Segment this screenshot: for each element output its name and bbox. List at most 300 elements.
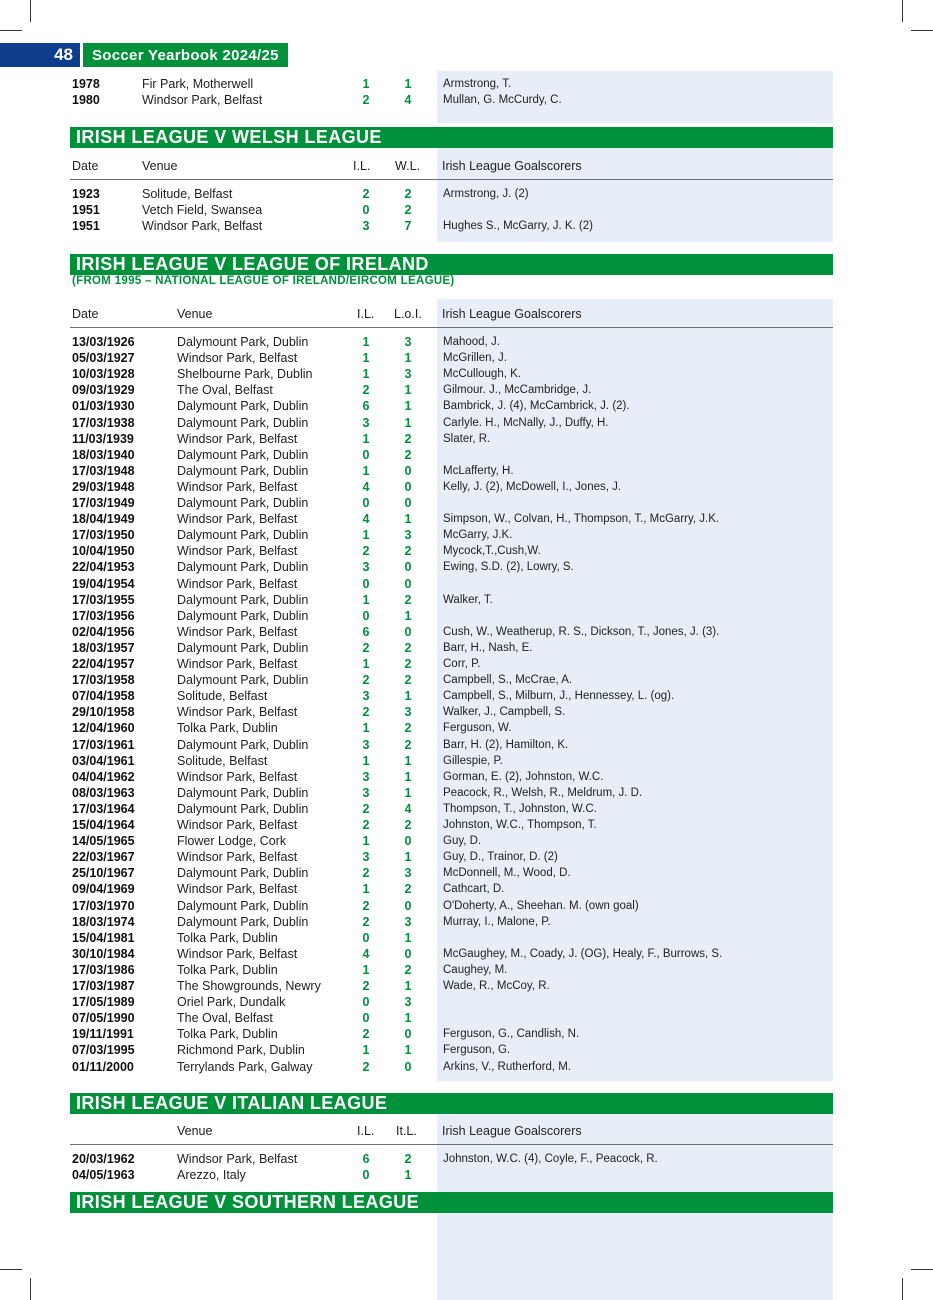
opponent-score: 1 — [404, 850, 412, 865]
col-header-venue: Venue — [142, 159, 178, 173]
match-venue: Dalymount Park, Dublin — [177, 608, 309, 623]
match-venue: Oriel Park, Dundalk — [177, 995, 286, 1010]
opponent-score: 1 — [404, 769, 412, 784]
match-date: 10/04/1950 — [72, 544, 135, 559]
goalscorers: Slater, R. — [443, 432, 491, 445]
goalscorers: Kelly, J. (2), McDowell, I., Jones, J. — [443, 480, 622, 493]
table-row — [0, 463, 933, 479]
goalscorers: Simpson, W., Colvan, H., Thompson, T., McGarry, J.K. — [443, 513, 720, 526]
goalscorers: Campbell, S., Milburn, J., Hennessey, L. (og). — [443, 690, 675, 703]
match-venue: Solitude, Belfast — [177, 689, 268, 704]
match-venue: Dalymount Park, Dublin — [177, 898, 309, 913]
publication-title: Soccer Yearbook 2024/25 — [83, 43, 288, 67]
table-row — [0, 366, 933, 382]
table-row — [0, 801, 933, 817]
goalscorers: Mycock,T.,Cush,W. — [443, 545, 541, 558]
table-row — [0, 608, 933, 624]
goalscorers: Barr, H. (2), Hamilton, K. — [443, 738, 569, 751]
match-venue: Windsor Park, Belfast — [177, 479, 298, 494]
irish-league-score: 4 — [362, 946, 370, 961]
match-venue: The Showgrounds, Newry — [177, 979, 321, 993]
goalscorers: Guy, D., Trainor, D. (2) — [443, 851, 558, 864]
match-venue: Tolka Park, Dublin — [177, 930, 278, 945]
match-date: 18/03/1940 — [72, 447, 135, 462]
match-date: 29/10/1958 — [72, 705, 135, 720]
table-row — [0, 656, 933, 672]
goalscorers: McGrillen, J. — [443, 352, 507, 365]
irish-league-score: 1 — [362, 77, 370, 91]
opponent-score: 2 — [404, 447, 412, 462]
irish-league-score: 3 — [362, 415, 370, 430]
table-row — [0, 479, 933, 495]
match-venue: Tolka Park, Dublin — [177, 1027, 278, 1042]
match-venue: Dalymount Park, Dublin — [177, 560, 309, 575]
match-date: 17/03/1958 — [72, 673, 135, 688]
match-date: 17/03/1955 — [72, 592, 135, 607]
col-header-scorers: Irish League Goalscorers — [442, 1124, 582, 1138]
goalscorers: Armstrong, T. — [443, 78, 512, 90]
table-row — [0, 543, 933, 559]
goalscorers: Ferguson, W. — [443, 722, 512, 735]
match-date: 19/11/1991 — [72, 1027, 134, 1042]
opponent-score: 0 — [404, 560, 412, 575]
match-venue: Windsor Park, Belfast — [177, 576, 298, 591]
table-row — [0, 334, 933, 350]
irish-league-score: 1 — [362, 335, 370, 349]
opponent-score: 0 — [404, 576, 412, 591]
table-row — [0, 1042, 933, 1058]
table-row — [0, 1059, 933, 1075]
match-date: 13/03/1926 — [72, 335, 135, 349]
match-date: 15/04/1981 — [72, 930, 135, 945]
goalscorers: Gorman, E. (2), Johnston, W.C. — [443, 770, 604, 783]
goalscorers: Guy, D. — [443, 835, 482, 848]
opponent-score: 0 — [404, 479, 412, 494]
opponent-score: 1 — [404, 1043, 412, 1058]
goalscorers: Wade, R., McCoy, R. — [443, 980, 550, 992]
section-subtitle-loi: (FROM 1995 – NATIONAL LEAGUE OF IRELAND/EIRCOM LEAGUE) — [72, 275, 455, 287]
irish-league-score: 2 — [362, 673, 370, 688]
goalscorers: Ewing, S.D. (2), Lowry, S. — [443, 561, 574, 574]
col-header-scorers: Irish League Goalscorers — [442, 159, 582, 173]
opponent-score: 1 — [404, 979, 412, 993]
irish-league-score: 6 — [362, 1152, 370, 1166]
irish-league-score: 0 — [362, 496, 370, 510]
opponent-score: 1 — [404, 785, 412, 800]
col-header-wl: W.L. — [395, 159, 421, 173]
opponent-score: 1 — [404, 77, 412, 91]
col-header-il: I.L. — [353, 159, 371, 173]
match-venue: Windsor Park, Belfast — [177, 705, 298, 720]
match-venue: Windsor Park, Belfast — [177, 946, 298, 961]
match-date: 07/04/1958 — [72, 689, 135, 704]
match-venue: Shelbourne Park, Dublin — [177, 367, 313, 382]
match-venue: Flower Lodge, Cork — [177, 834, 287, 849]
opponent-score: 1 — [404, 383, 412, 398]
opponent-score: 2 — [404, 657, 412, 671]
irish-league-score: 1 — [362, 592, 370, 607]
match-date: 08/03/1963 — [72, 785, 135, 800]
table-row — [0, 704, 933, 720]
irish-league-score: 3 — [362, 689, 370, 704]
goalscorers: Murray, I., Malone, P. — [443, 915, 551, 928]
match-date: 17/03/1961 — [72, 737, 135, 752]
irish-league-score: 0 — [362, 1011, 370, 1026]
irish-league-score: 1 — [362, 834, 370, 849]
col-header-venue: Venue — [177, 307, 213, 321]
irish-league-score: 0 — [362, 1168, 370, 1183]
opponent-score: 7 — [404, 219, 412, 234]
goalscorers: Ferguson, G., Candlish, N. — [443, 1028, 580, 1041]
goalscorers: Caughey, M. — [443, 963, 508, 976]
goalscorers: Walker, J., Campbell, S. — [443, 706, 566, 719]
match-date: 1980 — [72, 93, 100, 108]
table-row — [0, 737, 933, 753]
match-date: 22/04/1957 — [72, 657, 135, 671]
match-venue: Windsor Park, Belfast — [142, 219, 263, 234]
opponent-score: 1 — [404, 415, 412, 430]
table-row — [0, 688, 933, 704]
irish-league-score: 2 — [362, 544, 370, 559]
match-date: 07/05/1990 — [72, 1011, 135, 1026]
irish-league-score: 1 — [362, 351, 370, 366]
opponent-score: 2 — [404, 592, 412, 607]
match-date: 15/04/1964 — [72, 818, 135, 832]
opponent-score: 1 — [404, 399, 412, 414]
match-date: 18/03/1957 — [72, 640, 135, 655]
irish-league-score: 4 — [362, 512, 370, 527]
match-venue: Windsor Park, Belfast — [177, 657, 298, 671]
table-row — [0, 1010, 933, 1026]
opponent-score: 2 — [404, 737, 412, 752]
irish-league-score: 2 — [362, 187, 370, 201]
match-venue: Dalymount Park, Dublin — [177, 866, 309, 881]
table-row — [0, 833, 933, 849]
header-rule — [70, 327, 833, 328]
match-venue: Vetch Field, Swansea — [142, 203, 263, 218]
goalscorers: Bambrick, J. (4), McCambrick, J. (2). — [443, 400, 630, 413]
match-venue: Terrylands Park, Galway — [177, 1059, 313, 1074]
match-venue: Dalymount Park, Dublin — [177, 592, 309, 607]
match-venue: Dalymount Park, Dublin — [177, 801, 309, 816]
section-banner-italian: IRISH LEAGUE V ITALIAN LEAGUE — [70, 1093, 833, 1114]
table-row — [0, 930, 933, 946]
opponent-score: 3 — [404, 866, 412, 881]
match-venue: Windsor Park, Belfast — [177, 544, 298, 559]
goalscorers: Cathcart, D. — [443, 883, 505, 896]
irish-league-score: 2 — [362, 979, 370, 993]
match-date: 30/10/1984 — [72, 946, 135, 961]
goalscorers: McCullough, K. — [443, 368, 521, 381]
irish-league-score: 2 — [362, 914, 370, 929]
opponent-score: 1 — [404, 753, 412, 768]
table-row — [0, 785, 933, 801]
match-venue: Dalymount Park, Dublin — [177, 640, 309, 655]
match-date: 07/03/1995 — [72, 1043, 135, 1058]
match-date: 05/03/1927 — [72, 351, 135, 366]
match-venue: Dalymount Park, Dublin — [177, 914, 309, 929]
match-date: 17/05/1989 — [72, 995, 135, 1010]
opponent-score: 0 — [404, 463, 412, 478]
goalscorers: Peacock, R., Welsh, R., Meldrum, J. D. — [443, 786, 643, 799]
match-venue: Arezzo, Italy — [177, 1168, 246, 1183]
irish-league-score: 1 — [362, 367, 370, 382]
goalscorers: McGaughey, M., Coady, J. (OG), Healy, F., Burrows, S. — [443, 947, 723, 960]
table-row — [0, 415, 933, 431]
table-row — [0, 495, 933, 511]
match-venue: Dalymount Park, Dublin — [177, 785, 309, 800]
match-date: 29/03/1948 — [72, 479, 135, 494]
irish-league-score: 3 — [362, 737, 370, 752]
table-row — [0, 447, 933, 463]
col-header-itl: It.L. — [396, 1124, 417, 1138]
table-row — [0, 1167, 933, 1183]
col-header-date: Date — [72, 307, 99, 321]
match-date: 02/04/1956 — [72, 624, 135, 639]
opponent-score: 3 — [404, 914, 412, 929]
match-date: 01/11/2000 — [72, 1059, 134, 1074]
irish-league-score: 2 — [362, 705, 370, 720]
table-row — [0, 382, 933, 398]
match-date: 19/04/1954 — [72, 576, 135, 591]
match-venue: Dalymount Park, Dublin — [177, 737, 309, 752]
table-row — [0, 865, 933, 881]
goalscorers: Arkins, V., Rutherford, M. — [443, 1060, 572, 1073]
opponent-score: 2 — [404, 544, 412, 559]
opponent-score: 3 — [404, 995, 412, 1010]
table-row — [0, 431, 933, 447]
irish-league-score: 2 — [362, 898, 370, 913]
match-venue: Windsor Park, Belfast — [177, 624, 298, 639]
match-venue: Solitude, Belfast — [142, 187, 233, 201]
table-row — [0, 881, 933, 897]
table-row — [0, 849, 933, 865]
match-date: 18/03/1974 — [72, 914, 135, 929]
opponent-score: 3 — [404, 367, 412, 382]
irish-league-score: 2 — [362, 1059, 370, 1074]
section-banner-southern: IRISH LEAGUE V SOUTHERN LEAGUE — [70, 1192, 833, 1213]
match-venue: Dalymount Park, Dublin — [177, 673, 309, 688]
table-row — [0, 511, 933, 527]
match-venue: Tolka Park, Dublin — [177, 721, 278, 736]
col-header-scorers: Irish League Goalscorers — [442, 307, 582, 321]
irish-league-score: 3 — [362, 850, 370, 865]
irish-league-score: 4 — [362, 479, 370, 494]
col-header-il: I.L. — [357, 1124, 375, 1138]
match-venue: Windsor Park, Belfast — [177, 850, 298, 865]
goalscorers: Ferguson, G. — [443, 1044, 511, 1057]
table-row — [0, 592, 933, 608]
match-date: 25/10/1967 — [72, 866, 135, 881]
goalscorers: Gillespie, P. — [443, 754, 503, 767]
match-venue: Fir Park, Motherwell — [142, 77, 254, 91]
table-row — [0, 753, 933, 769]
opponent-score: 1 — [404, 1168, 412, 1183]
match-venue: Windsor Park, Belfast — [177, 351, 298, 366]
goalscorers: McLafferty, H. — [443, 464, 514, 477]
goalscorers: Johnston, W.C., Thompson, T. — [443, 819, 597, 831]
irish-league-score: 0 — [362, 995, 370, 1010]
match-date: 04/05/1963 — [72, 1168, 135, 1183]
irish-league-score: 0 — [362, 447, 370, 462]
opponent-score: 2 — [404, 203, 412, 218]
match-date: 01/03/1930 — [72, 399, 135, 414]
table-row — [0, 672, 933, 688]
table-row — [0, 1151, 933, 1167]
goalscorers: Campbell, S., McCrae, A. — [443, 674, 573, 687]
match-venue: Dalymount Park, Dublin — [177, 463, 309, 478]
section-banner-loi: IRISH LEAGUE V LEAGUE OF IRELAND — [70, 254, 833, 275]
goalscorers: Gilmour. J., McCambridge, J. — [443, 384, 592, 397]
table-row — [0, 962, 933, 978]
match-venue: Richmond Park, Dublin — [177, 1043, 305, 1058]
irish-league-score: 1 — [362, 463, 370, 478]
irish-league-score: 0 — [362, 203, 370, 218]
goalscorers: Carlyle. H., McNally, J., Duffy, H. — [443, 416, 609, 429]
opponent-score: 0 — [404, 496, 412, 510]
match-date: 11/03/1939 — [72, 431, 134, 446]
irish-league-score: 2 — [362, 383, 370, 398]
match-date: 04/04/1962 — [72, 769, 135, 784]
irish-league-score: 1 — [362, 1043, 370, 1058]
match-date: 10/03/1928 — [72, 367, 135, 382]
table-row — [0, 527, 933, 543]
col-header-loi: L.o.I. — [394, 307, 422, 321]
table-row — [0, 720, 933, 736]
match-venue: Dalymount Park, Dublin — [177, 415, 309, 430]
match-venue: Dalymount Park, Dublin — [177, 335, 309, 349]
opponent-score: 0 — [404, 834, 412, 849]
irish-league-score: 0 — [362, 576, 370, 591]
opponent-score: 4 — [404, 801, 412, 816]
table-row — [0, 817, 933, 833]
irish-league-score: 3 — [362, 560, 370, 575]
match-date: 17/03/1986 — [72, 962, 135, 977]
match-date: 18/04/1949 — [72, 512, 135, 527]
match-date: 1951 — [72, 203, 100, 218]
page-header — [0, 43, 288, 67]
opponent-score: 0 — [404, 1027, 412, 1042]
page-number: 48 — [0, 43, 80, 67]
opponent-score: 1 — [404, 689, 412, 704]
match-venue: Dalymount Park, Dublin — [177, 447, 309, 462]
match-date: 22/03/1967 — [72, 850, 135, 865]
match-venue: The Oval, Belfast — [177, 1011, 273, 1026]
goalscorers: Mullan, G. McCurdy, C. — [443, 94, 562, 107]
opponent-score: 2 — [404, 431, 412, 446]
irish-league-score: 2 — [362, 801, 370, 816]
match-venue: Dalymount Park, Dublin — [177, 528, 309, 543]
match-venue: Windsor Park, Belfast — [177, 431, 298, 446]
match-date: 09/04/1969 — [72, 882, 135, 897]
opponent-score: 2 — [404, 721, 412, 736]
scorers-shade-southern — [437, 1213, 833, 1300]
irish-league-score: 6 — [362, 399, 370, 414]
header-rule — [70, 1144, 833, 1145]
match-date: 1978 — [72, 77, 100, 91]
opponent-score: 1 — [404, 351, 412, 366]
table-row — [0, 898, 933, 914]
opponent-score: 2 — [404, 640, 412, 655]
table-row — [0, 1026, 933, 1042]
opponent-score: 2 — [404, 962, 412, 977]
irish-league-score: 3 — [362, 769, 370, 784]
match-date: 14/05/1965 — [72, 834, 135, 849]
table-row — [0, 202, 933, 218]
opponent-score: 4 — [404, 93, 412, 108]
goalscorers: McGarry, J.K. — [443, 529, 513, 542]
opponent-score: 0 — [404, 624, 412, 639]
goalscorers: Barr, H., Nash, E. — [443, 641, 533, 654]
irish-league-score: 1 — [362, 431, 370, 446]
match-venue: Windsor Park, Belfast — [177, 512, 298, 527]
goalscorers: O'Doherty, A., Sheehan. M. (own goal) — [443, 899, 639, 912]
match-date: 17/03/1949 — [72, 496, 135, 510]
match-date: 1923 — [72, 187, 100, 201]
irish-league-score: 1 — [362, 657, 370, 671]
match-venue: Dalymount Park, Dublin — [177, 399, 309, 414]
opponent-score: 1 — [404, 930, 412, 945]
opponent-score: 2 — [404, 818, 412, 832]
goalscorers: Hughes S., McGarry, J. K. (2) — [443, 220, 593, 233]
table-row — [0, 640, 933, 656]
irish-league-score: 2 — [362, 818, 370, 832]
table-row — [0, 218, 933, 234]
opponent-score: 0 — [404, 898, 412, 913]
irish-league-score: 2 — [362, 1027, 370, 1042]
opponent-score: 3 — [404, 528, 412, 543]
match-venue: Tolka Park, Dublin — [177, 962, 278, 977]
goalscorers: Mahood, J. — [443, 336, 500, 348]
irish-league-score: 6 — [362, 624, 370, 639]
table-row — [0, 914, 933, 930]
opponent-score: 0 — [404, 946, 412, 961]
table-row — [0, 350, 933, 366]
opponent-score: 0 — [404, 1059, 412, 1074]
irish-league-score: 3 — [362, 219, 370, 234]
table-row — [0, 769, 933, 785]
match-venue: Windsor Park, Belfast — [177, 1152, 298, 1166]
irish-league-score: 1 — [362, 962, 370, 977]
match-date: 1951 — [72, 219, 100, 234]
irish-league-score: 0 — [362, 608, 370, 623]
irish-league-score: 1 — [362, 721, 370, 736]
opponent-score: 1 — [404, 608, 412, 623]
irish-league-score: 2 — [362, 866, 370, 881]
table-row — [0, 559, 933, 575]
table-row — [0, 994, 933, 1010]
match-date: 12/04/1960 — [72, 721, 135, 736]
match-date: 17/03/1970 — [72, 898, 135, 913]
irish-league-score: 1 — [362, 753, 370, 768]
table-row — [0, 946, 933, 962]
goalscorers: McDonnell, M., Wood, D. — [443, 867, 571, 880]
match-date: 09/03/1929 — [72, 383, 135, 398]
match-date: 22/04/1953 — [72, 560, 135, 575]
match-date: 17/03/1948 — [72, 463, 135, 478]
irish-league-score: 1 — [362, 528, 370, 543]
goalscorers: Corr, P. — [443, 658, 481, 670]
match-venue: Windsor Park, Belfast — [177, 882, 298, 897]
table-row — [0, 186, 933, 202]
opponent-score: 1 — [404, 1011, 412, 1026]
goalscorers: Armstrong, J. (2) — [443, 188, 529, 200]
col-header-venue: Venue — [177, 1124, 213, 1138]
match-date: 17/03/1987 — [72, 979, 135, 993]
table-row — [0, 576, 933, 592]
match-date: 20/03/1962 — [72, 1152, 135, 1166]
section-banner-welsh: IRISH LEAGUE V WELSH LEAGUE — [70, 127, 833, 148]
